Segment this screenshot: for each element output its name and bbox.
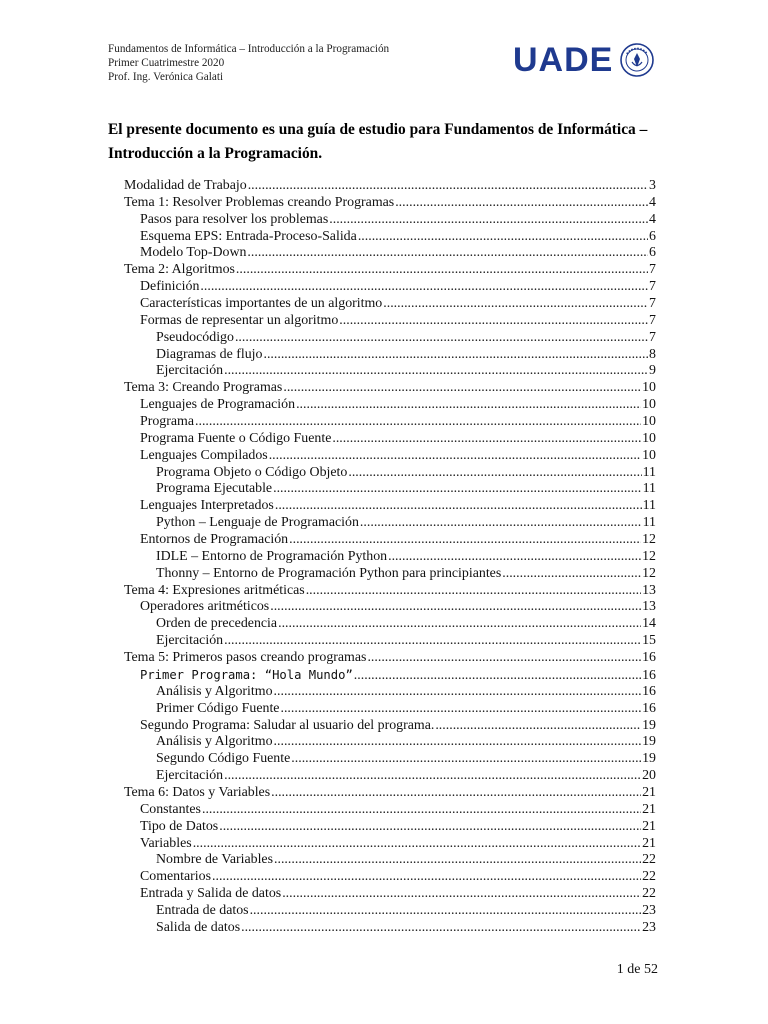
toc-entry-label: Tema 1: Resolver Problemas creando Programas (124, 194, 395, 210)
toc-entry-label: Pseudocódigo (156, 329, 234, 345)
toc-entry[interactable] (108, 869, 656, 886)
toc-entry-page: 21 (642, 818, 656, 834)
toc-entry[interactable] (108, 886, 656, 903)
toc-entry-page: 21 (642, 784, 656, 800)
toc-entry-page: 11 (642, 515, 656, 531)
toc-entry[interactable] (108, 178, 656, 195)
toc-leader-dots (395, 195, 648, 212)
toc-entry-page: 15 (642, 633, 656, 649)
toc-entry-label: Lenguajes de Programación (140, 397, 296, 413)
toc-entry-label: Thonny – Entorno de Programación Python para principiantes (156, 565, 502, 581)
toc-entry[interactable] (108, 532, 656, 549)
toc-leader-dots (195, 414, 641, 431)
toc-entry-label: Operadores aritméticos (140, 599, 270, 615)
toc-entry[interactable] (108, 566, 656, 583)
toc-entry-label: Tema 4: Expresiones aritméticas (124, 582, 305, 598)
toc-leader-dots (278, 616, 641, 633)
toc-leader-dots (332, 431, 641, 448)
toc-leader-dots (270, 599, 641, 616)
logo-text: UADE (513, 41, 614, 79)
toc-entry-label: Definición (140, 279, 200, 295)
toc-entry-page: 19 (642, 717, 656, 733)
toc-entry-label: Ejercitación (156, 633, 224, 649)
toc-entry-page: 12 (642, 565, 656, 581)
toc-entry-page: 8 (649, 346, 656, 362)
toc-leader-dots (202, 802, 641, 819)
toc-entry-page: 9 (649, 363, 656, 379)
toc-entry[interactable] (108, 330, 656, 347)
toc-entry-page: 7 (649, 279, 656, 295)
toc-entry-label: Nombre de Variables (156, 852, 274, 868)
toc-entry-label: Ejercitación (156, 768, 224, 784)
toc-leader-dots (306, 583, 641, 600)
toc-entry[interactable] (108, 431, 656, 448)
toc-entry-label: Orden de precedencia (156, 616, 278, 632)
toc-entry-page: 10 (642, 430, 656, 446)
toc-entry-page: 10 (642, 397, 656, 413)
toc-leader-dots (354, 668, 641, 685)
header-course-title: Fundamentos de Informática – Introducción a la Programación (108, 43, 390, 55)
toc-leader-dots (235, 330, 648, 347)
toc-entry[interactable] (108, 549, 656, 566)
toc-leader-dots (275, 498, 642, 515)
toc-entry[interactable] (108, 498, 656, 515)
toc-leader-dots (219, 819, 641, 836)
toc-entry-page: 4 (649, 211, 656, 227)
toc-entry[interactable] (108, 296, 656, 313)
toc-entry[interactable] (108, 633, 656, 650)
toc-entry-label: Tema 3: Creando Programas (124, 380, 283, 396)
toc-entry-label: Modelo Top-Down (140, 245, 247, 261)
toc-entry[interactable] (108, 245, 656, 262)
toc-entry[interactable] (108, 279, 656, 296)
toc-entry-label: Python – Lenguaje de Programación (156, 515, 359, 531)
toc-entry-page: 11 (642, 498, 656, 514)
toc-entry-label: Constantes (140, 801, 201, 817)
toc-entry[interactable] (108, 481, 656, 498)
toc-entry[interactable] (108, 195, 656, 212)
toc-leader-dots (224, 363, 648, 380)
toc-entry-page: 11 (642, 464, 656, 480)
intro-paragraph: El presente documento es una guía de estudio para Fundamentos de Informática – Introducción a la Programación. (108, 121, 648, 162)
toc-entry-label: Tema 6: Datos y Variables (124, 784, 271, 800)
toc-entry-page: 21 (642, 835, 656, 851)
toc-entry-page: 7 (649, 312, 656, 328)
toc-leader-dots (329, 212, 648, 229)
toc-entry-label: Formas de representar un algoritmo (140, 312, 339, 328)
toc-leader-dots (289, 532, 641, 549)
toc-entry-label: Lenguajes Compilados (140, 447, 268, 463)
toc-leader-dots (236, 262, 648, 279)
toc-entry-page: 16 (642, 700, 656, 716)
toc-entry[interactable] (108, 347, 656, 364)
toc-leader-dots (283, 380, 641, 397)
toc-entry-label: Diagramas de flujo (156, 346, 263, 362)
toc-leader-dots (282, 886, 641, 903)
toc-entry[interactable] (108, 701, 656, 718)
toc-entry-label: Modalidad de Trabajo (124, 178, 247, 193)
toc-entry-page: 22 (642, 886, 656, 902)
toc-entry[interactable] (108, 684, 656, 701)
fundacion-seal-icon (619, 42, 655, 78)
toc-entry[interactable] (108, 768, 656, 785)
toc-entry-label: Primer Programa: “Hola Mundo” (140, 667, 353, 682)
toc-leader-dots (241, 920, 641, 937)
toc-entry-label: Análisis y Algoritmo (156, 734, 273, 750)
toc-entry[interactable] (108, 363, 656, 380)
toc-entry-page: 20 (642, 768, 656, 784)
toc-entry-page: 11 (642, 481, 656, 497)
toc-entry-page: 12 (642, 548, 656, 564)
toc-entry-label: Entrada de datos (156, 902, 249, 918)
toc-entry-label: Análisis y Algoritmo (156, 683, 273, 699)
toc-entry-page: 10 (642, 414, 656, 430)
toc-leader-dots (358, 229, 648, 246)
toc-entry-label: Ejercitación (156, 363, 224, 379)
toc-entry-label: Primer Código Fuente (156, 700, 280, 716)
toc-entry-label: Programa Fuente o Código Fuente (140, 430, 332, 446)
toc-entry-page: 16 (642, 667, 656, 683)
toc-entry-page: 14 (642, 616, 656, 632)
toc-entry-label: Salida de datos (156, 919, 241, 935)
toc-entry-label: Variables (140, 835, 192, 851)
toc-entry-page: 6 (649, 228, 656, 244)
toc-entry[interactable] (108, 212, 656, 229)
toc-entry[interactable] (108, 903, 656, 920)
toc-entry-page: 19 (642, 734, 656, 750)
toc-leader-dots (263, 347, 648, 364)
toc-leader-dots (248, 178, 648, 195)
toc-entry-page: 21 (642, 801, 656, 817)
toc-leader-dots (388, 549, 641, 566)
toc-entry-label: Programa Objeto o Código Objeto (156, 464, 348, 480)
toc-leader-dots (250, 903, 642, 920)
toc-entry-page: 16 (642, 683, 656, 699)
toc-entry[interactable] (108, 583, 656, 600)
toc-entry-label: Segundo Código Fuente (156, 751, 291, 767)
toc-entry[interactable] (108, 465, 656, 482)
toc-entry-label: Entrada y Salida de datos (140, 886, 282, 902)
toc-entry-page: 7 (649, 329, 656, 345)
toc-entry-page: 23 (642, 902, 656, 918)
toc-leader-dots (212, 869, 641, 886)
toc-entry-label: Comentarios (140, 869, 211, 885)
toc-entry-label: Esquema EPS: Entrada-Proceso-Salida (140, 228, 357, 244)
table-of-contents (108, 178, 656, 937)
toc-leader-dots (280, 701, 641, 718)
toc-leader-dots (274, 684, 642, 701)
uade-logo (513, 42, 655, 78)
toc-entry-page: 7 (649, 262, 656, 278)
toc-entry-page: 19 (642, 751, 656, 767)
toc-entry-label: Programa (140, 414, 195, 430)
toc-entry-label: Programa Ejecutable (156, 481, 273, 497)
toc-leader-dots (271, 785, 641, 802)
toc-entry-label: Tipo de Datos (140, 818, 219, 834)
toc-entry[interactable] (108, 448, 656, 465)
toc-leader-dots (193, 836, 641, 853)
toc-entry[interactable] (108, 718, 656, 735)
toc-entry[interactable] (108, 751, 656, 768)
toc-entry[interactable] (108, 599, 656, 616)
toc-entry-page: 7 (649, 296, 656, 312)
toc-leader-dots (383, 296, 648, 313)
toc-entry[interactable] (108, 650, 656, 667)
toc-entry[interactable] (108, 734, 656, 751)
toc-leader-dots (296, 397, 641, 414)
toc-entry[interactable] (108, 262, 656, 279)
toc-leader-dots (274, 852, 641, 869)
toc-entry-label: IDLE – Entorno de Programación Python (156, 548, 388, 564)
toc-leader-dots (274, 734, 642, 751)
toc-entry-page: 23 (642, 919, 656, 935)
toc-entry-label: Entornos de Programación (140, 532, 289, 548)
toc-leader-dots (224, 768, 641, 785)
toc-leader-dots (224, 633, 641, 650)
toc-entry-label: Tema 5: Primeros pasos creando programas (124, 650, 367, 666)
toc-entry-page: 4 (649, 194, 656, 210)
toc-leader-dots (339, 313, 648, 330)
toc-entry-label: Características importantes de un algoritmo (140, 296, 383, 312)
toc-leader-dots (291, 751, 641, 768)
toc-leader-dots (247, 245, 648, 262)
toc-entry-label: Pasos para resolver los problemas (140, 211, 329, 227)
toc-entry[interactable] (108, 397, 656, 414)
toc-entry[interactable] (108, 836, 656, 853)
toc-entry-page: 13 (642, 582, 656, 598)
toc-leader-dots (367, 650, 641, 667)
toc-entry[interactable] (108, 819, 656, 836)
toc-entry-page: 12 (642, 532, 656, 548)
toc-entry[interactable] (108, 667, 656, 684)
toc-entry-label: Lenguajes Interpretados (140, 498, 274, 514)
toc-leader-dots (273, 481, 642, 498)
page-header (108, 42, 389, 84)
toc-entry[interactable] (108, 785, 656, 802)
toc-entry[interactable] (108, 229, 656, 246)
toc-entry[interactable] (108, 802, 656, 819)
toc-leader-dots (348, 465, 641, 482)
toc-entry-page: 6 (649, 245, 656, 261)
toc-entry-page: 10 (642, 447, 656, 463)
toc-entry[interactable] (108, 616, 656, 633)
toc-entry[interactable] (108, 414, 656, 431)
toc-entry-page: 10 (642, 380, 656, 396)
toc-leader-dots (435, 718, 641, 735)
toc-entry[interactable] (108, 920, 656, 937)
toc-entry[interactable] (108, 852, 656, 869)
toc-entry-page: 13 (642, 599, 656, 615)
toc-leader-dots (360, 515, 642, 532)
toc-entry[interactable] (108, 313, 656, 330)
toc-entry-page: 22 (642, 869, 656, 885)
toc-entry-page: 3 (649, 178, 656, 193)
toc-entry-label: Segundo Programa: Saludar al usuario del programa. (140, 717, 435, 733)
toc-entry-page: 16 (642, 650, 656, 666)
toc-leader-dots (200, 279, 648, 296)
toc-entry[interactable] (108, 515, 656, 532)
toc-leader-dots (502, 566, 641, 583)
header-term: Primer Cuatrimestre 2020 (108, 57, 225, 69)
toc-entry-label: Tema 2: Algoritmos (124, 262, 235, 278)
toc-entry[interactable] (108, 380, 656, 397)
toc-entry-page: 22 (642, 852, 656, 868)
toc-leader-dots (269, 448, 641, 465)
page-number: 1 de 52 (616, 962, 658, 977)
header-professor: Prof. Ing. Verónica Galati (108, 71, 224, 83)
